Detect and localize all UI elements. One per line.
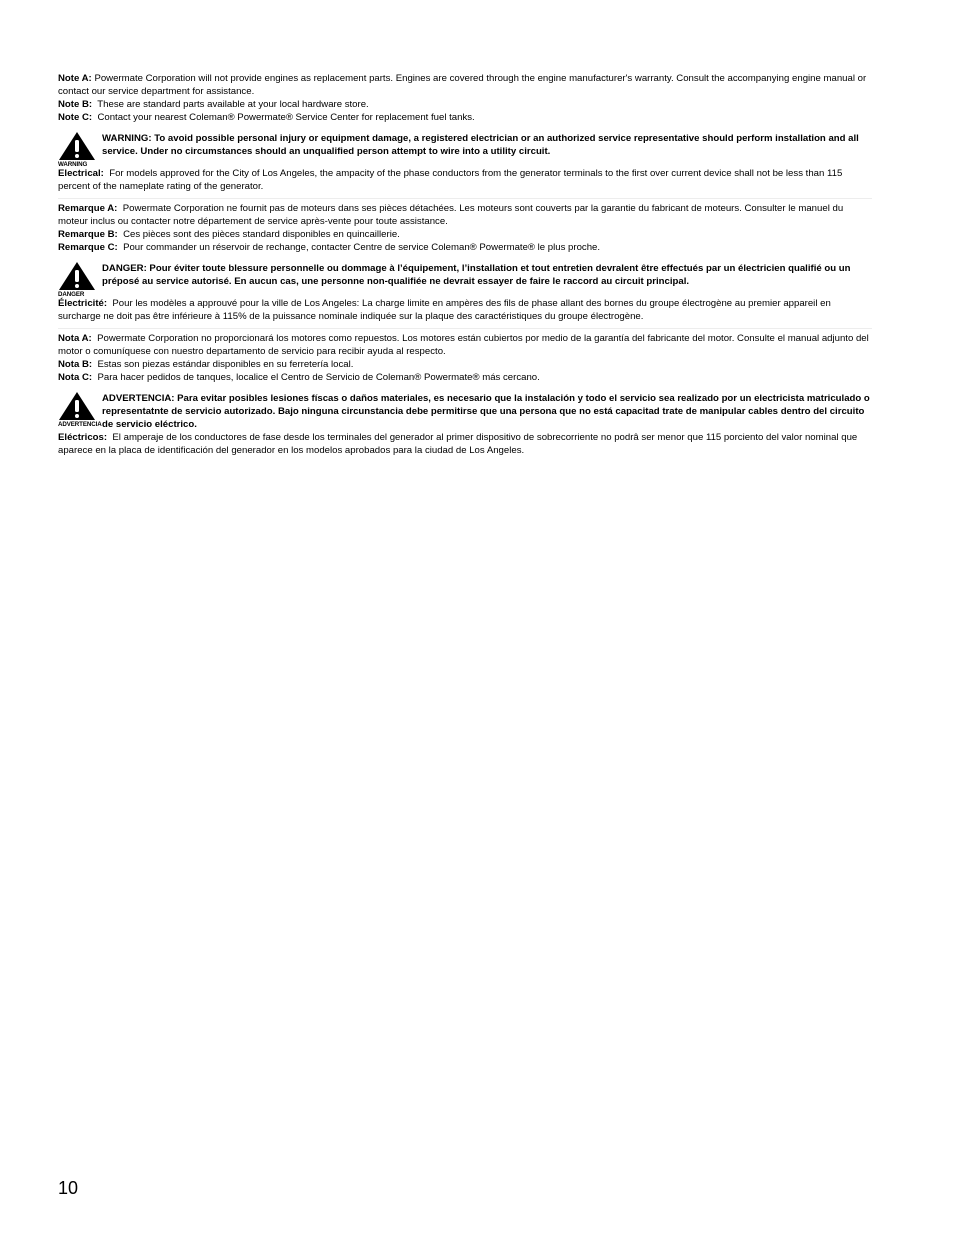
note-a: Remarque A: Powermate Corporation ne fournit pas de moteurs dans ses pièces détachées. Les moteurs sont couverts par la garantie du fabricant de moteurs. Consulter le manuel du moteur inclus ou contacter notre département de service après-vente pour toute assistance. <box>58 203 844 227</box>
electrical-note: Électricité: Pour les modèles a approuvé pour la ville de Los Angeles: La charge limite en ampères des fils de phase allant des bornes du groupe électrogène au premier appareil en surcharge ne doit pas être inférieure à 115% de la puissance nominale indiquée sur la plaque des caractéristiques du groupe électrogène. <box>58 298 831 322</box>
warning-icon-caption: WARNING <box>58 161 88 168</box>
note-b: Nota B: Estas son piezas estándar disponibles en su ferretería local. <box>58 359 354 370</box>
danger-icon-caption: DANGER <box>58 291 85 298</box>
electrical-note: Electrical: For models approved for the City of Los Angeles, the ampacity of the phase conductors from the generator terminals to the first over current device shall not be less than 115 percent of the nameplate rating of the generator. <box>58 168 843 192</box>
advertencia-triangle-icon <box>58 391 96 421</box>
danger-triangle-icon <box>58 261 96 291</box>
warning-text: WARNING: To avoid possible personal injury or equipment damage, a registered electrician or an authorized service representative should perform installation and all service. Under no circumstances should an unqualified person attempt to wire into a utility circuit. <box>102 133 859 157</box>
advertencia-text: ADVERTENCIA: Para evitar posibles lesiones físcas o daños materiales, es necesario que la instalación y todo el servicio sea realizado por un electricista matriculado o representatnte de servicio autorizado. Bajo ninguna circunstancia debe permitirse que una persona que no está capacitad trate de manipular cables dentro del circuito de servicio eléctrico. <box>102 393 870 430</box>
section-divider <box>58 198 872 199</box>
danger-text: DANGER: Pour éviter toute blessure personnelle ou dommage à l’équipement, l’installation et tout entretien devralent être effectués par un électricien qualifié ou un préposé au service autorisé. En aucun cas, une personne non-qualifiée ne devrait essayer de faire le raccord au circuit principal. <box>102 263 851 287</box>
french-section <box>58 202 872 323</box>
note-b: Remarque B: Ces pièces sont des pièces standard disponibles en quincaillerie. <box>58 229 400 240</box>
page-number: 10 <box>58 1178 79 1198</box>
danger-icon-container <box>58 261 102 299</box>
note-c: Note C: Contact your nearest Coleman® Powermate® Service Center for replacement fuel tanks. <box>58 112 475 123</box>
section-divider <box>58 328 872 329</box>
advertencia-icon-container <box>58 391 102 429</box>
electrical-note: Eléctricos: El amperaje de los conductores de fase desde los terminales del generador al primer dispositivo de sobrecorriente no podrâ ser menor que 115 porciento del valor nominal que aparece en la placa de identificación del generador en los modelos aprobados para la ciudad de Los Angeles. <box>58 432 858 456</box>
advertencia-icon-caption: ADVERTENCIA <box>58 421 102 428</box>
note-a: Nota A: Powermate Corporation no proporcionará los motores como repuestos. Los motores están cubiertos por medio de la garantía del fabricante del motor. Consulte el manual adjunto del motor o comuníquese con nuestro departamento de servicio para recibir ayuda al respecto. <box>58 333 869 357</box>
spanish-section <box>58 332 872 457</box>
note-c: Remarque C: Pour commander un réservoir de rechange, contacter Centre de service Coleman® Powermate® le plus proche. <box>58 242 601 253</box>
warning-block <box>58 131 872 167</box>
note-c: Nota C: Para hacer pedidos de tanques, localice el Centro de Servicio de Coleman® Powermate® más cercano. <box>58 372 540 383</box>
note-b: Note B: These are standard parts available at your local hardware store. <box>58 99 369 110</box>
warning-icon-container <box>58 131 102 169</box>
document-content <box>58 72 872 457</box>
warning-triangle-icon <box>58 131 96 161</box>
note-a: Note A: Powermate Corporation will not provide engines as replacement parts. Engines are covered through the engine manufacturer's warranty. Consult the accompanying engine manual or contact our service department for assistance. <box>58 73 867 97</box>
english-section <box>58 72 872 193</box>
advertencia-block <box>58 391 872 431</box>
danger-block <box>58 261 872 297</box>
